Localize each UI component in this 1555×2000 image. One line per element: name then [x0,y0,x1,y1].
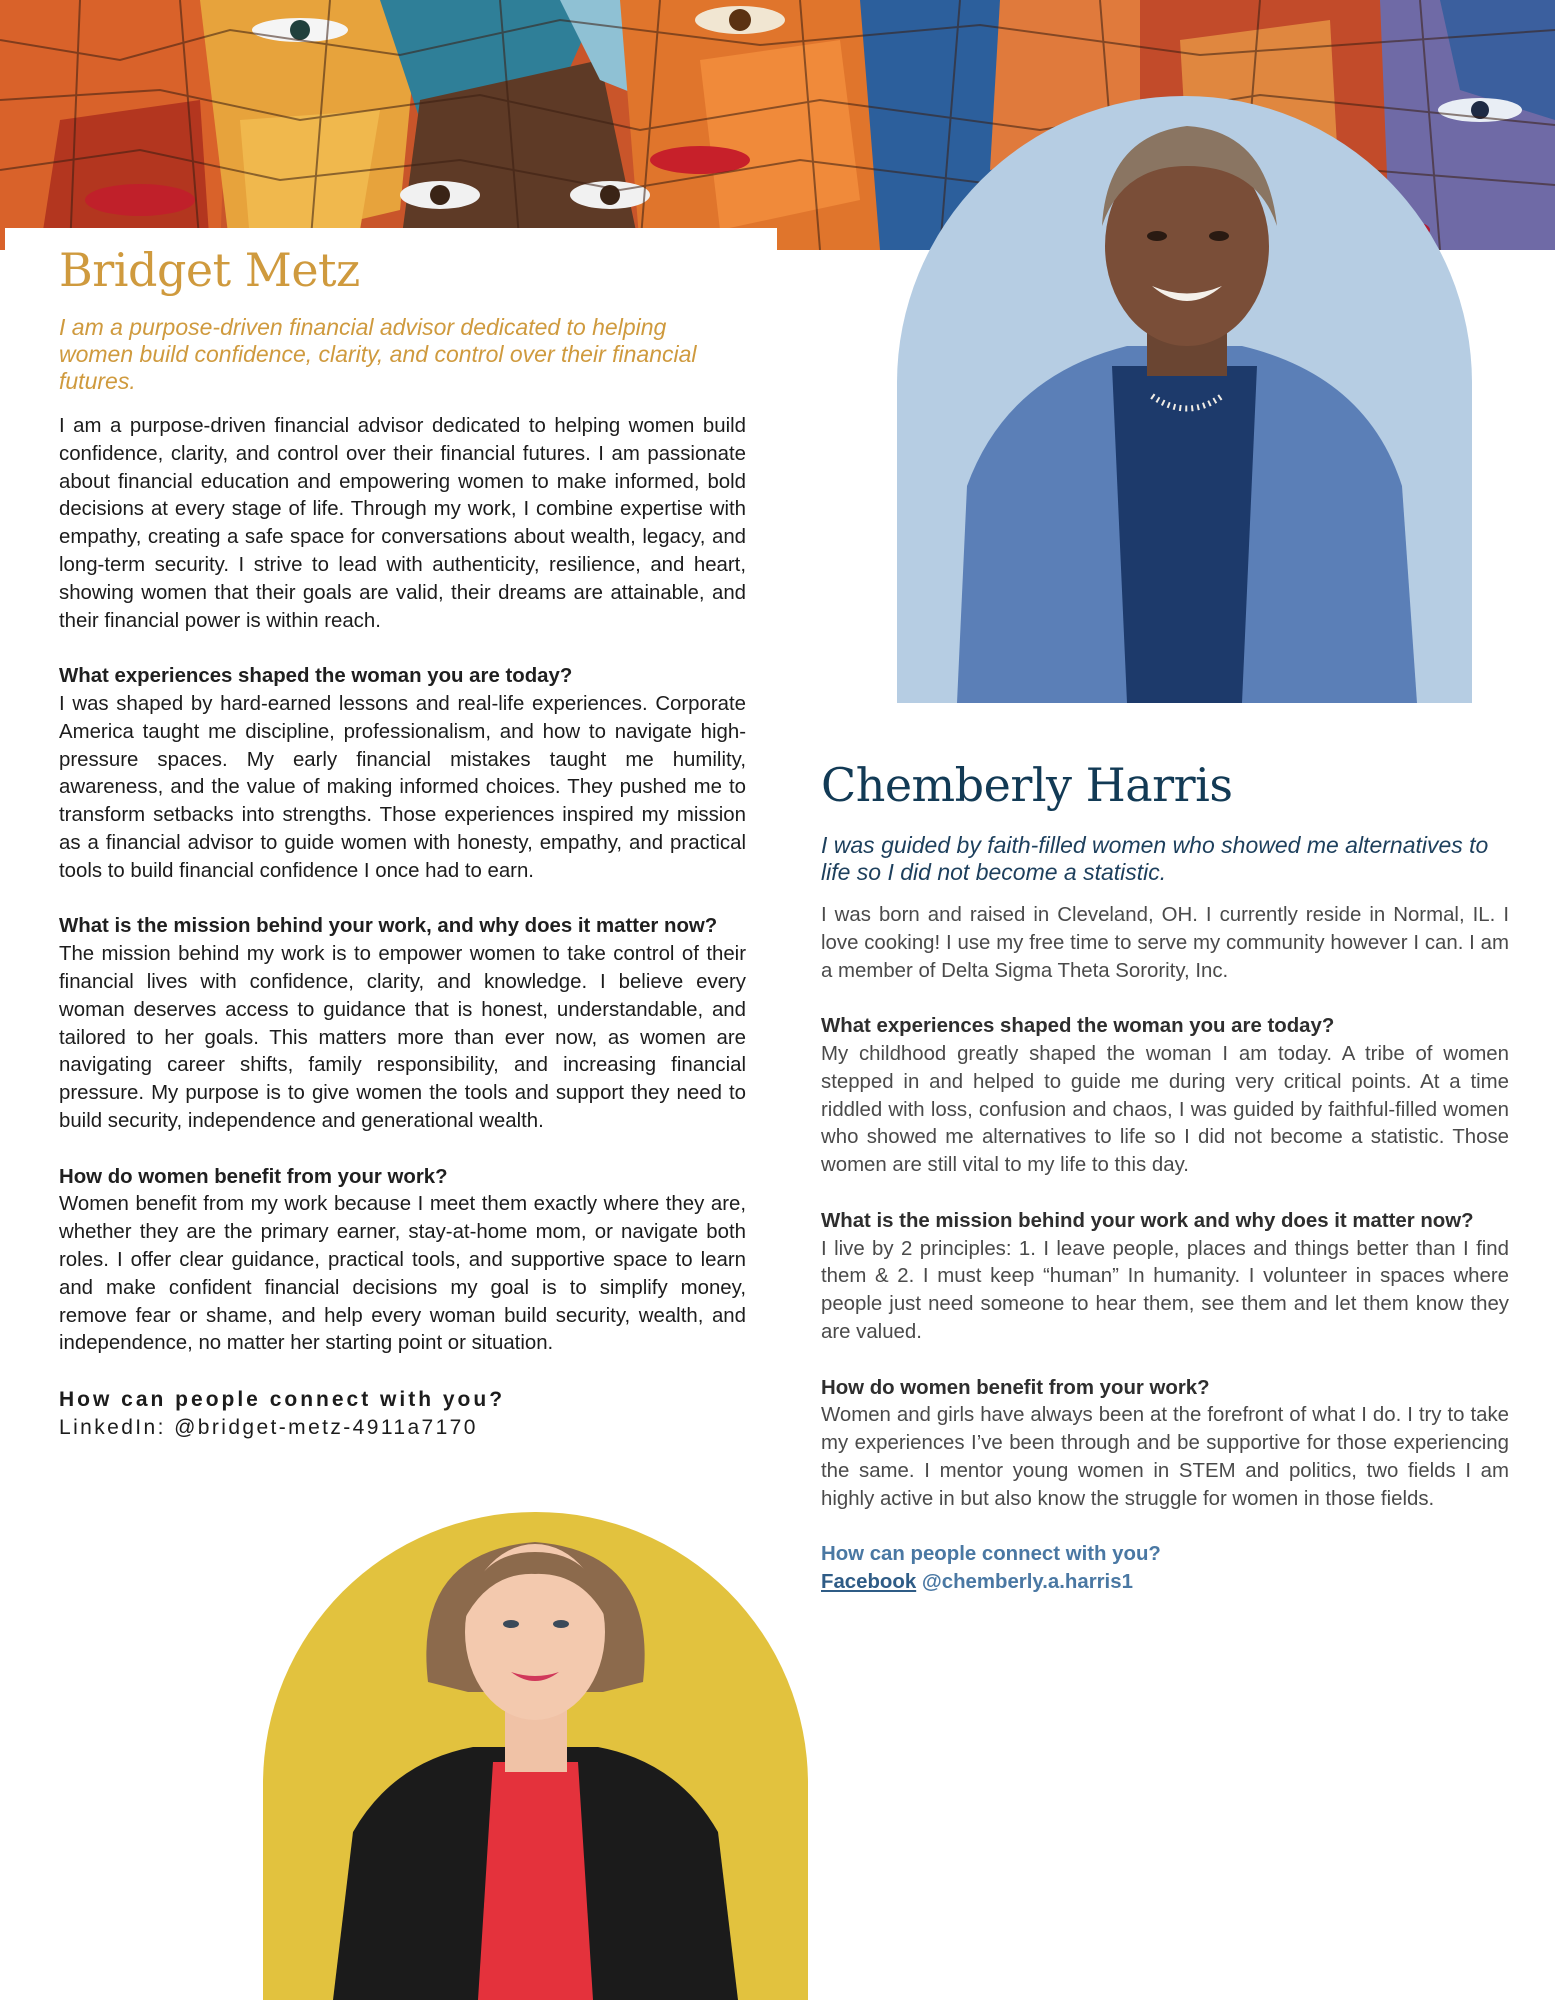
chemberly-answer-1: My childhood greatly shaped the woman I am today. A tribe of women stepped in and helped to guide me during very critical points. At a time riddled with loss, confusion and chaos, I was guided by faithful-filled women who showed me alternatives to life so I did not become a statistic. Those women are still vital to my life to this day. [821,1042,1509,1177]
chemberly-answer-2: I live by 2 principles: 1. I leave people, places and things better than I find them & 2. I must keep “human” In humanity. I volunteer in spaces where people just need someone to hear them, see them and let them know they are valued. [821,1237,1509,1343]
bridget-connect-question: How can people connect with you? [59,1388,506,1412]
facebook-handle: @chemberly.a.harris1 [916,1571,1133,1594]
chemberly-question-2: What is the mission behind your work and why does it matter now? [821,1209,1474,1232]
bridget-question-3: How do women benefit from your work? [59,1165,448,1188]
bridget-answer-1: I was shaped by hard-earned lessons and real-life experiences. Corporate America taught me discipline, professionalism, and how to navigate high-pressure spaces. My early financial mistakes taught me humility, awareness, and the value of making informed choices. They pushed me to transform setbacks into strengths. Those experiences inspired my mission as a financial advisor to guide women with honesty, empathy, and practical tools to build financial confidence I once had to earn. [59,692,746,882]
metz-portrait [263,1512,808,2000]
bridget-profile [59,240,746,1442]
bridget-intro: I am a purpose-driven financial advisor dedicated to helping women build confidence, clarity, and control over their financial futures. I am passionate about financial education and empowering women to make informed, bold decisions at every stage of life. Through my work, I combine expertise with empathy, creating a safe space for conversations about wealth, legacy, and long-term security. I strive to lead with authenticity, resilience, and heart, showing women that their goals are valid, their dreams are attainable, and their financial power is within reach. [59,415,746,632]
chemberly-question-1: What experiences shaped the woman you are today? [821,1015,1335,1038]
bridget-question-2: What is the mission behind your work, and why does it matter now? [59,915,718,938]
bridget-question-1: What experiences shaped the woman you are today? [59,665,573,688]
chemberly-profile [821,750,1509,1597]
chemberly-connect-question: How can people connect with you? [821,1543,1161,1566]
bridget-linkedin[interactable]: LinkedIn: @bridget-metz-4911a7170 [59,1416,478,1440]
harris-portrait [897,96,1472,703]
bridget-answer-2: The mission behind my work is to empower women to take control of their financial lives with confidence, clarity, and knowledge. I believe every woman deserves access to guidance that is honest, understandable, and tailored to her goals. This matters more than ever now, as women are navigating career shifts, family responsibility, and increasing financial pressure. My purpose is to give women the tools and support they need to build security, independence and generational wealth. [59,943,746,1132]
bridget-tagline: I am a purpose-driven financial advisor dedicated to helping women build confidence, clarity, and control over their financial futures. [59,314,697,394]
facebook-link[interactable]: Facebook [821,1571,917,1594]
chemberly-answer-3: Women and girls have always been at the forefront of what I do. I try to take my experiences I’ve been through and be supportive for those experiencing the same. I mentor young women in STEM and politics, two fields I am highly active in but also know the struggle for women in those fields. [821,1404,1509,1510]
chemberly-intro: I was born and raised in Cleveland, OH. I currently reside in Normal, IL. I love cooking! I use my free time to serve my community however I can. I am a member of Delta Sigma Theta Sorority, Inc. [821,904,1509,982]
bridget-name: Bridget Metz [59,243,360,297]
chemberly-name: Chemberly Harris [821,758,1233,812]
chemberly-connect-line [821,1569,1509,1597]
chemberly-tagline: I was guided by faith-filled women who showed me alternatives to life so I did not become a statistic. [821,832,1489,885]
bridget-answer-3: Women benefit from my work because I meet them exactly where they are, whether they are the primary earner, stay-at-home mom, or navigate both roles. I offer clear guidance, practical tools, and supportive space to learn and make confident financial decisions my goal is to simplify money, remove fear or shame, and help every woman build security, wealth, and independence, no matter her starting point or situation. [59,1193,746,1355]
chemberly-question-3: How do women benefit from your work? [821,1376,1210,1399]
